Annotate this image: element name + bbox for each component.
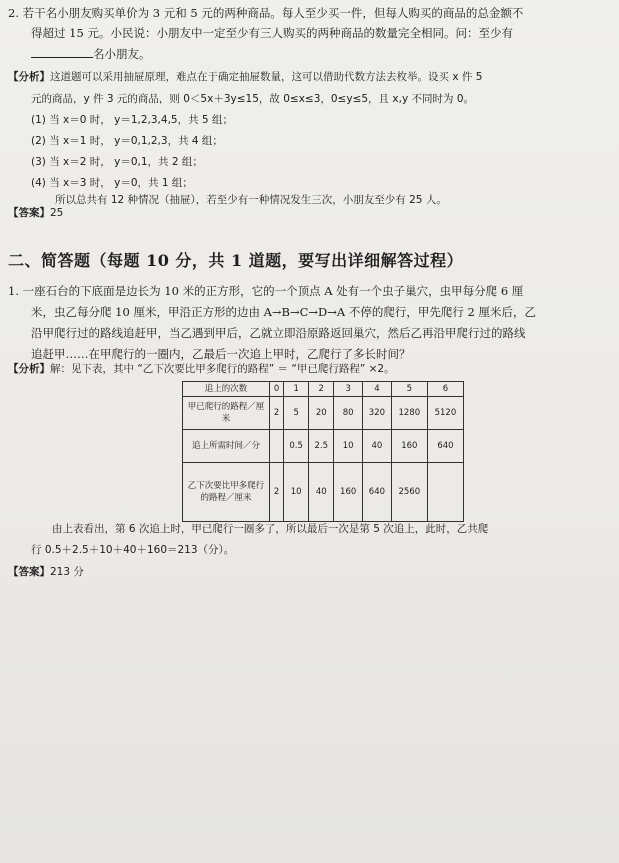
case-4: (4) 当 x＝3 时， y＝0，共 1 组； <box>31 177 193 189</box>
table-header-cell: 0 <box>270 382 284 397</box>
table-row-label: 乙下次要比甲多爬行的路程／厘米 <box>183 463 270 522</box>
table-header-cell: 3 <box>334 382 363 397</box>
table-cell: 20 <box>309 397 334 430</box>
table-cell: 2 <box>270 397 284 430</box>
table-cell: 2560 <box>391 463 427 522</box>
problem-2-analysis-line-1 <box>8 70 482 85</box>
problem-2-blank-suffix: 名小朋友。 <box>93 47 151 61</box>
table-cell: 0.5 <box>284 430 309 463</box>
table-header-cell: 2 <box>309 382 334 397</box>
table-header-cell: 1 <box>284 382 309 397</box>
problem-2-text-line-2: 得超过 15 元。小民说：小朋友中一定至少有三人购买的两种商品的数量完全相同。问：至少有 <box>31 26 513 40</box>
table-cell: 2.5 <box>309 430 334 463</box>
analysis-text: 解：见下表，其中 “乙下次要比甲多爬行的路程” ＝ “甲已爬行路程” ×2。 <box>50 363 395 375</box>
table-cell: 1280 <box>391 397 427 430</box>
case-3: (3) 当 x＝2 时， y＝0,1，共 2 组； <box>31 156 203 168</box>
answer-label: 【答案】 <box>8 207 50 219</box>
table-cell: 40 <box>363 430 392 463</box>
table-explanation-line-2: 行 0.5＋2.5＋10＋40＋160＝213（分）。 <box>31 544 235 556</box>
analysis-label: 【分析】 <box>8 363 50 375</box>
problem-1-text-line-3: 沿甲爬行过的路线追赶甲，当乙遇到甲后，乙就立即沿原路返回巢穴，然后乙再沿甲爬行过的路线 <box>31 326 526 340</box>
problem-1-text-line-2: 米，虫乙每分爬 10 厘米，甲沿正方形的边由 A→B→C→D→A 不停的爬行，甲先爬行 2 厘米后，乙 <box>31 305 537 319</box>
table-row <box>183 397 464 430</box>
answer-value: 25 <box>50 207 64 219</box>
table-cell: 640 <box>427 430 463 463</box>
table-cell <box>427 463 463 522</box>
table-header-cell: 4 <box>363 382 392 397</box>
problem-1-text-line-4: 追赶甲……在甲爬行的一圈内，乙最后一次追上甲时，乙爬行了多长时间？ <box>31 347 411 361</box>
table-cell: 160 <box>334 463 363 522</box>
table-header-cell: 追上的次数 <box>183 382 270 397</box>
problem-1-answer <box>8 565 84 580</box>
answer-value: 213 分 <box>50 566 84 578</box>
table-cell: 5 <box>284 397 309 430</box>
table-row <box>183 463 464 522</box>
chase-table <box>182 381 464 522</box>
table-header-cell: 6 <box>427 382 463 397</box>
table-header-cell: 5 <box>391 382 427 397</box>
problem-2-answer <box>8 206 63 221</box>
problem-1-analysis <box>8 362 395 377</box>
table-cell: 320 <box>363 397 392 430</box>
table-row-label: 追上所需时间／分 <box>183 430 270 463</box>
table-cell: 640 <box>363 463 392 522</box>
table-cell: 40 <box>309 463 334 522</box>
table-cell: 160 <box>391 430 427 463</box>
table-header-row <box>183 382 464 397</box>
analysis-text: 这道题可以采用抽屉原理，难点在于确定抽屉数量，这可以借助代数方法去枚举。设买 x 件 5 <box>50 71 483 83</box>
table-cell: 10 <box>334 430 363 463</box>
problem-1-text-line-1: 1. 一座石台的下底面是边长为 10 米的正方形，它的一个顶点 A 处有一个虫子巢穴，虫甲每分爬 6 厘 <box>8 284 524 298</box>
case-2: (2) 当 x＝1 时， y＝0,1,2,3，共 4 组； <box>31 135 223 147</box>
conclusion: 所以总共有 12 种情况（抽屉），若至少有一种情况发生三次，小朋友至少有 25 人。 <box>55 194 447 206</box>
analysis-label: 【分析】 <box>8 71 50 83</box>
table-cell: 10 <box>284 463 309 522</box>
answer-blank <box>31 46 93 58</box>
table-explanation-line-1: 由上表看出，第 6 次追上时，甲已爬行一圈多了，所以最后一次是第 5 次追上，此时，乙共爬 <box>52 523 489 535</box>
table-cell <box>270 430 284 463</box>
table-cell: 5120 <box>427 397 463 430</box>
problem-2-text-line-3 <box>31 46 151 62</box>
answer-label: 【答案】 <box>8 566 50 578</box>
table-cell: 80 <box>334 397 363 430</box>
problem-2-analysis-line-2: 元的商品，y 件 3 元的商品，则 0＜5x＋3y≤15，故 0≤x≤3，0≤y≤5，且 x,y 不同时为 0。 <box>31 93 475 105</box>
section-heading: 二、简答题（每题 10 分，共 1 道题，要写出详细解答过程） <box>8 251 464 270</box>
table-row <box>183 430 464 463</box>
table-cell: 2 <box>270 463 284 522</box>
problem-2-text-line-1: 2. 若干名小朋友购买单价为 3 元和 5 元的两种商品。每人至少买一件，但每人购买的商品的总金额不 <box>8 6 524 20</box>
case-1: (1) 当 x＝0 时， y＝1,2,3,4,5，共 5 组； <box>31 114 233 126</box>
table-row-label: 甲已爬行的路程／厘米 <box>183 397 270 430</box>
